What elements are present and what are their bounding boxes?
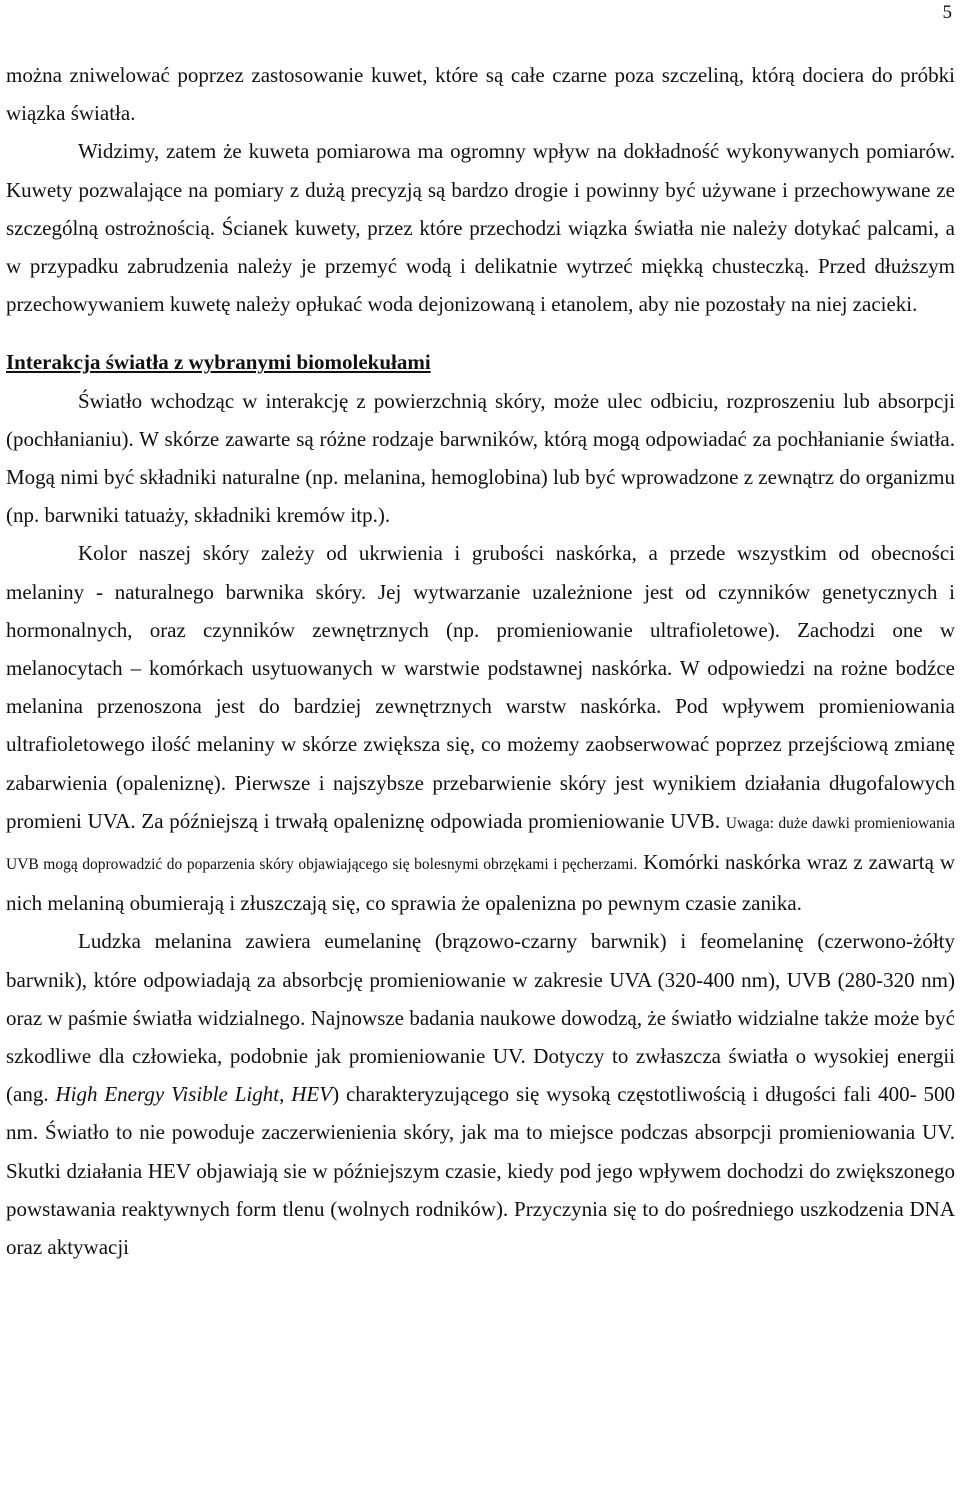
section-heading: Interakcja światła z wybranymi biomolekułami bbox=[6, 350, 431, 375]
paragraph-skin-color bbox=[6, 534, 955, 922]
melanin-text: Ludzka melanina zawiera eumelaninę (brązowo-czarny barwnik) i feomelaninę (czerwono-żółty barwnik), które odpowiadają za absorbcję promieniowanie w zakresie UVA (320-400 nm), UVB (280-320 nm) oraz w paśmie światła widzialnego. Najnowsze badania naukowe dowodzą, że światło widzialne także może być szkodliwe dla człowieka, podobnie jak promieniowanie UV. Dotyczy to zwłaszcza światła o wysokiej energii (ang. bbox=[6, 929, 955, 1107]
skin-color-text-end: Komórki naskórka wraz z zawartą w nich melaniną obumierają i złuszczają się, co sprawia że opalenizna po pewnym czasie zanika. bbox=[6, 850, 956, 916]
uvb-warning-note: Uwaga: duże dawki promieniowania UVB mogą doprowadzić do poparzenia skóry objawiającego się bolesnymi obrzękami i pęcherzami. bbox=[6, 814, 956, 874]
page-number: 5 bbox=[942, 2, 952, 23]
hev-term: High Energy Visible Light, HEV bbox=[55, 1082, 333, 1107]
paragraph-continuation: można zniwelować poprzez zastosowanie kuwet, które są całe czarne poza szczeliną, którą dociera do próbki wiązka światła. bbox=[6, 63, 955, 126]
document-body bbox=[6, 56, 955, 1266]
paragraph-melanin bbox=[6, 922, 955, 1266]
paragraph-light-interaction: Światło wchodząc w interakcję z powierzchnią skóry, może ulec odbiciu, rozproszeniu lub absorpcji (pochłanianiu). W skórze zawarte są różne rodzaje barwników, którą mogą odpowiadać za pochłanianie światła. Mogą nimi być składniki naturalne (np. melanina, hemoglobina) lub być wprowadzone z zewnątrz do organizmu (np. barwniki tatuaży, składniki kremów itp.). bbox=[6, 388, 955, 528]
melanin-text-end: ) charakteryzującego się wysoką częstotliwością i długości fali 400- 500 nm. Światło to nie powoduje zaczerwienienia skóry, jak ma to miejsce podczas absorpcji promieniowania UV. Skutki działania HEV objawiają sie w późniejszym czasie, kiedy pod jego wpływem dochodzi do zwiększonego powstawania reaktywnych form tlenu (wolnych rodników). Przyczynia się to do pośredniego uszkodzenia DNA oraz aktywacji bbox=[6, 1082, 955, 1260]
paragraph-cuvettes: Widzimy, zatem że kuweta pomiarowa ma ogromny wpływ na dokładność wykonywanych pomiarów. Kuwety pozwalające na pomiary z dużą precyzją są bardzo drogie i powinny być używane i przechowywane ze szczególną ostrożnością. Ścianek kuwety, przez które przechodzi wiązka światła nie należy dotykać palcami, a w przypadku zabrudzenia należy je przemyć wodą i delikatnie wytrzeć miękką chusteczką. Przed dłuższym przechowywaniem kuwetę należy opłukać woda dejonizowaną i etanolem, aby nie pozostały na niej zacieki. bbox=[6, 139, 955, 317]
skin-color-text: Kolor naszej skóry zależy od ukrwienia i grubości naskórka, a przede wszystkim od obecności melaniny - naturalnego barwnika skóry. Jej wytwarzanie uzależnione jest od czynników genetycznych i hormonalnych, oraz czynników zewnętrznych (np. promieniowanie ultrafioletowe). Zachodzi one w melanocytach – komórkach usytuowanych w warstwie podstawnej naskórka. W odpowiedzi na rożne bodźce melanina przenoszona jest do bardziej zewnętrznych warstw naskórka. Pod wpływem promieniowania ultrafioletowego ilość melaniny w skórze zwiększa się, co możemy zaobserwować poprzez przejściową zmianę zabarwienia (opaleniznę). Pierwsze i najszybsze przebarwienie skóry jest wynikiem działania długofalowych promieni UVA. Za późniejszą i trwałą opaleniznę odpowiada promieniowanie UVB. bbox=[6, 541, 955, 833]
